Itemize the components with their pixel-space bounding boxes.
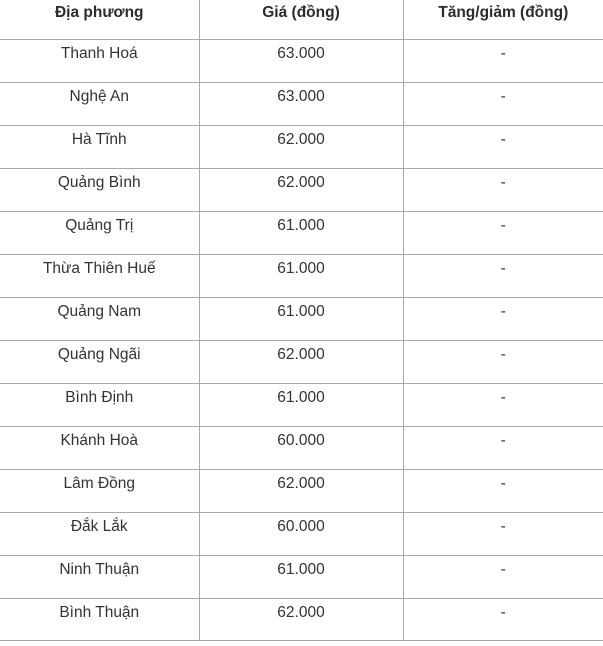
table-row: [0, 427, 603, 470]
table-row: [0, 212, 603, 255]
location-cell: Thừa Thiên Huế: [0, 255, 199, 298]
header-change: Tăng/giảm (đồng): [403, 0, 603, 40]
header-row: [0, 0, 603, 40]
change-cell: -: [403, 384, 603, 427]
location-cell: Hà Tĩnh: [0, 126, 199, 169]
change-cell: -: [403, 169, 603, 212]
price-cell: 61.000: [199, 298, 403, 341]
price-cell: 63.000: [199, 83, 403, 126]
location-cell: Bình Thuận: [0, 599, 199, 641]
location-cell: Thanh Hoá: [0, 40, 199, 83]
change-cell: -: [403, 470, 603, 513]
table-row: [0, 341, 603, 384]
header-price: Giá (đồng): [199, 0, 403, 40]
price-cell: 61.000: [199, 556, 403, 599]
location-cell: Nghệ An: [0, 83, 199, 126]
change-cell: -: [403, 599, 603, 641]
table-row: [0, 83, 603, 126]
table-row: [0, 513, 603, 556]
table-row: [0, 298, 603, 341]
table-row: [0, 470, 603, 513]
location-cell: Quảng Bình: [0, 169, 199, 212]
location-cell: Đắk Lắk: [0, 513, 199, 556]
change-cell: -: [403, 255, 603, 298]
table-body: [0, 40, 603, 641]
table-row: [0, 556, 603, 599]
price-cell: 63.000: [199, 40, 403, 83]
table-row: [0, 384, 603, 427]
price-cell: 60.000: [199, 427, 403, 470]
table-row: [0, 599, 603, 641]
price-cell: 62.000: [199, 470, 403, 513]
change-cell: -: [403, 556, 603, 599]
location-cell: Quảng Ngãi: [0, 341, 199, 384]
change-cell: -: [403, 341, 603, 384]
table-row: [0, 40, 603, 83]
table-row: [0, 169, 603, 212]
price-cell: 62.000: [199, 341, 403, 384]
table-row: [0, 126, 603, 169]
table-row: [0, 255, 603, 298]
header-location: Địa phương: [0, 0, 199, 40]
change-cell: -: [403, 83, 603, 126]
change-cell: -: [403, 298, 603, 341]
price-cell: 62.000: [199, 599, 403, 641]
change-cell: -: [403, 40, 603, 83]
location-cell: Lâm Đồng: [0, 470, 199, 513]
price-cell: 61.000: [199, 255, 403, 298]
change-cell: -: [403, 427, 603, 470]
price-cell: 61.000: [199, 384, 403, 427]
location-cell: Quảng Nam: [0, 298, 199, 341]
price-cell: 61.000: [199, 212, 403, 255]
location-cell: Ninh Thuận: [0, 556, 199, 599]
location-cell: Bình Định: [0, 384, 199, 427]
price-cell: 62.000: [199, 169, 403, 212]
location-cell: Quảng Trị: [0, 212, 199, 255]
price-cell: 62.000: [199, 126, 403, 169]
change-cell: -: [403, 126, 603, 169]
change-cell: -: [403, 513, 603, 556]
change-cell: -: [403, 212, 603, 255]
price-cell: 60.000: [199, 513, 403, 556]
location-cell: Khánh Hoà: [0, 427, 199, 470]
table-header: [0, 0, 603, 40]
